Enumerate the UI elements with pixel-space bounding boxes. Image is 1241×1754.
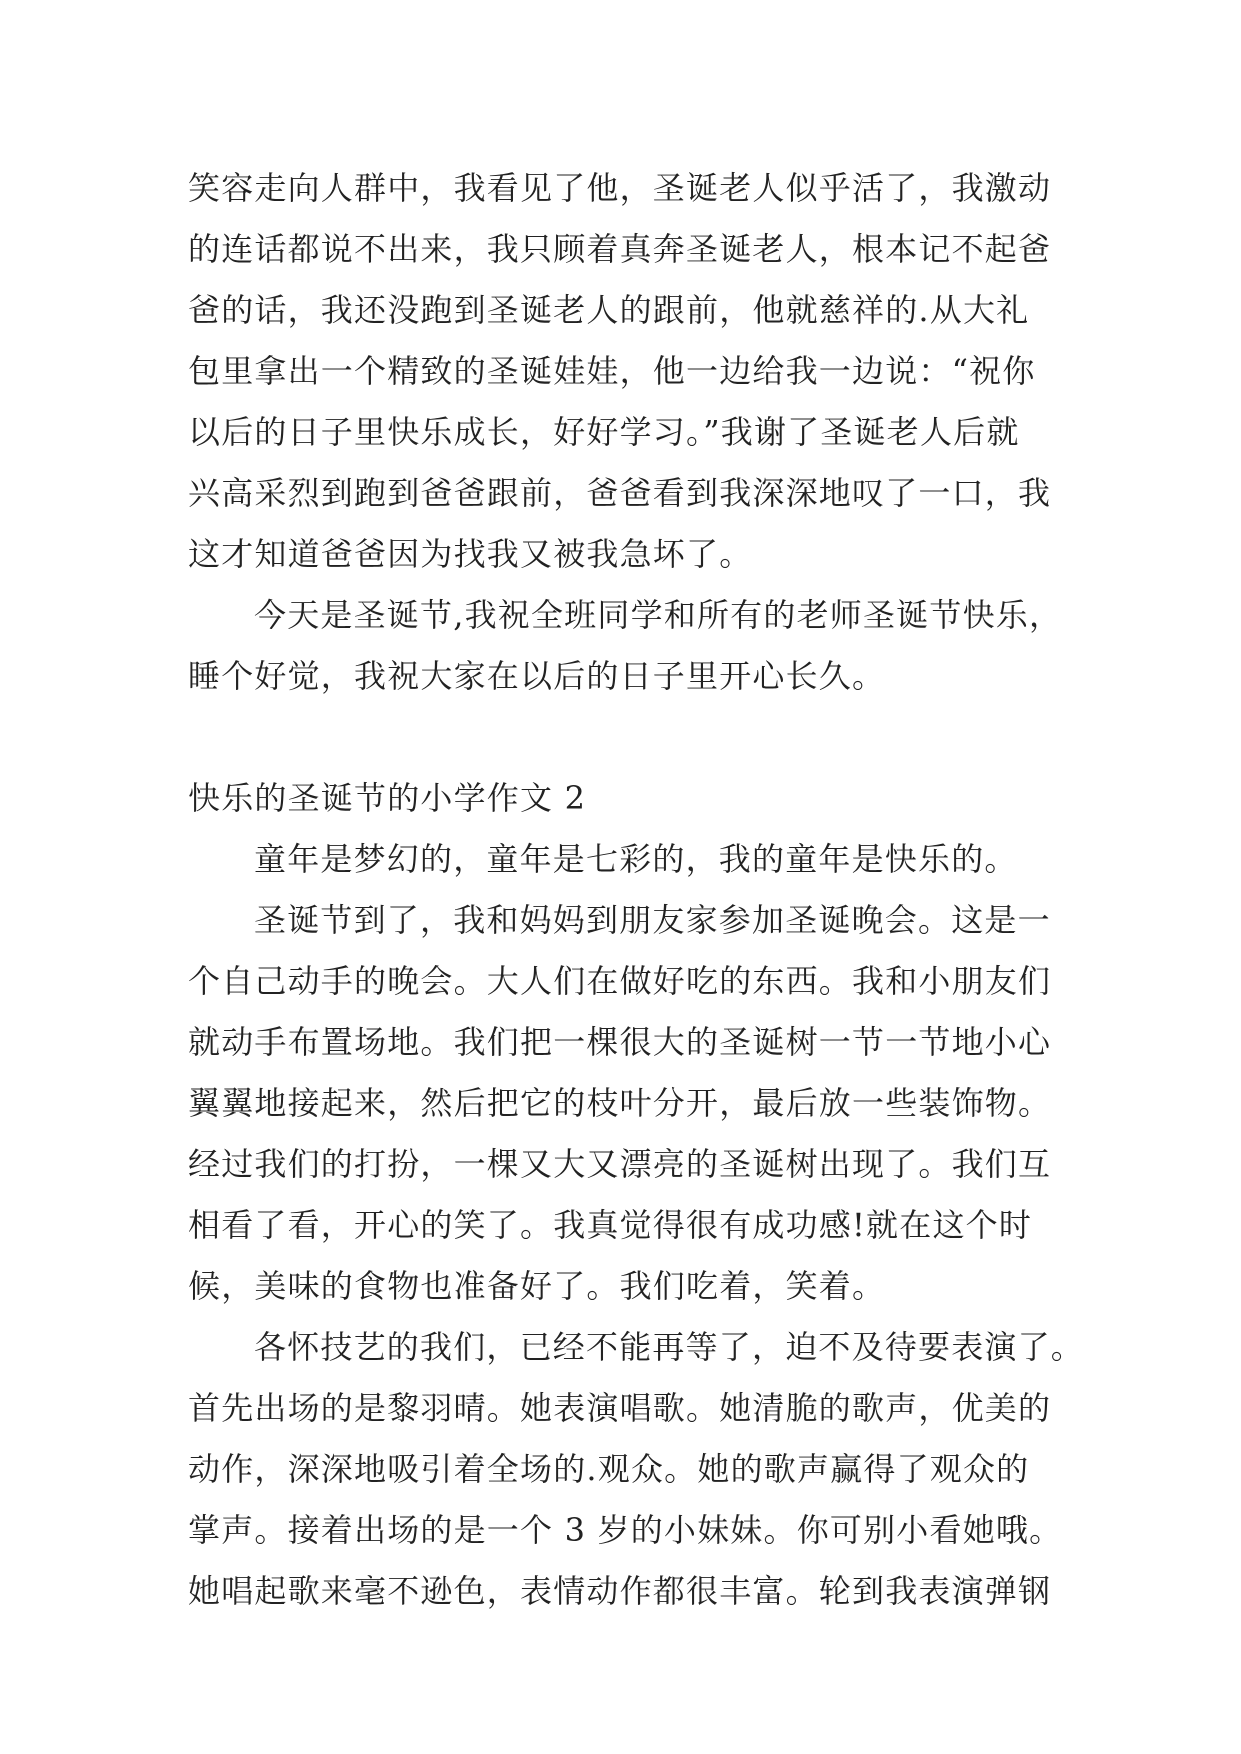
paragraph-line: 就动手布置场地。我们把一棵很大的圣诞树一节一节地小心	[188, 1023, 1052, 1061]
paragraph-line: 经过我们的打扮，一棵又大又漂亮的圣诞树出现了。我们互	[188, 1145, 1052, 1183]
paragraph-line: 童年是梦幻的，童年是七彩的，我的童年是快乐的。	[254, 840, 1018, 878]
paragraph-line: 这才知道爸爸因为找我又被我急坏了。	[188, 535, 753, 573]
paragraph-line: 爸的话，我还没跑到圣诞老人的跟前，他就慈祥的.从大礼	[188, 291, 1030, 329]
paragraph-line: 圣诞节到了，我和妈妈到朋友家参加圣诞晚会。这是一	[254, 901, 1051, 939]
paragraph-line: 今天是圣诞节,我祝全班同学和所有的老师圣诞节快乐，	[254, 596, 1063, 634]
paragraph-line: 她唱起歌来毫不逊色，表情动作都很丰富。轮到我表演弹钢	[188, 1572, 1052, 1610]
paragraph-line: 兴高采烈到跑到爸爸跟前，爸爸看到我深深地叹了一口，我	[188, 474, 1052, 512]
paragraph-line: 包里拿出一个精致的圣诞娃娃，他一边给我一边说：“祝你	[188, 352, 1036, 390]
paragraph-line: 翼翼地接起来，然后把它的枝叶分开，最后放一些装饰物。	[188, 1084, 1052, 1122]
paragraph-line: 动作，深深地吸引着全场的.观众。她的歌声赢得了观众的	[188, 1450, 1030, 1488]
paragraph-line: 笑容走向人群中，我看见了他，圣诞老人似乎活了，我激动	[188, 169, 1052, 207]
paragraph-line: 相看了看，开心的笑了。我真觉得很有成功感!就在这个时	[188, 1206, 1033, 1244]
document-body	[188, 158, 1085, 1622]
paragraph-line: 掌声。接着出场的是一个 3 岁的小妹妹。你可别小看她哦。	[188, 1511, 1063, 1549]
paragraph-line: 以后的日子里快乐成长，好好学习。”我谢了圣诞老人后就	[188, 413, 1020, 451]
paragraph-line: 各怀技艺的我们，已经不能再等了，迫不及待要表演了。	[254, 1328, 1085, 1366]
paragraph-line: 的连话都说不出来，我只顾着真奔圣诞老人，根本记不起爸	[188, 230, 1052, 268]
section-spacer	[188, 707, 1068, 768]
paragraph-line: 个自己动手的晚会。大人们在做好吃的东西。我和小朋友们	[188, 962, 1052, 1000]
paragraph-line: 睡个好觉，我祝大家在以后的日子里开心长久。	[188, 657, 886, 695]
paragraph-line: 候，美味的食物也准备好了。我们吃着，笑着。	[188, 1267, 886, 1305]
section-heading: 快乐的圣诞节的小学作文 2	[188, 779, 587, 817]
paragraph-line: 首先出场的是黎羽晴。她表演唱歌。她清脆的歌声，优美的	[188, 1389, 1052, 1427]
